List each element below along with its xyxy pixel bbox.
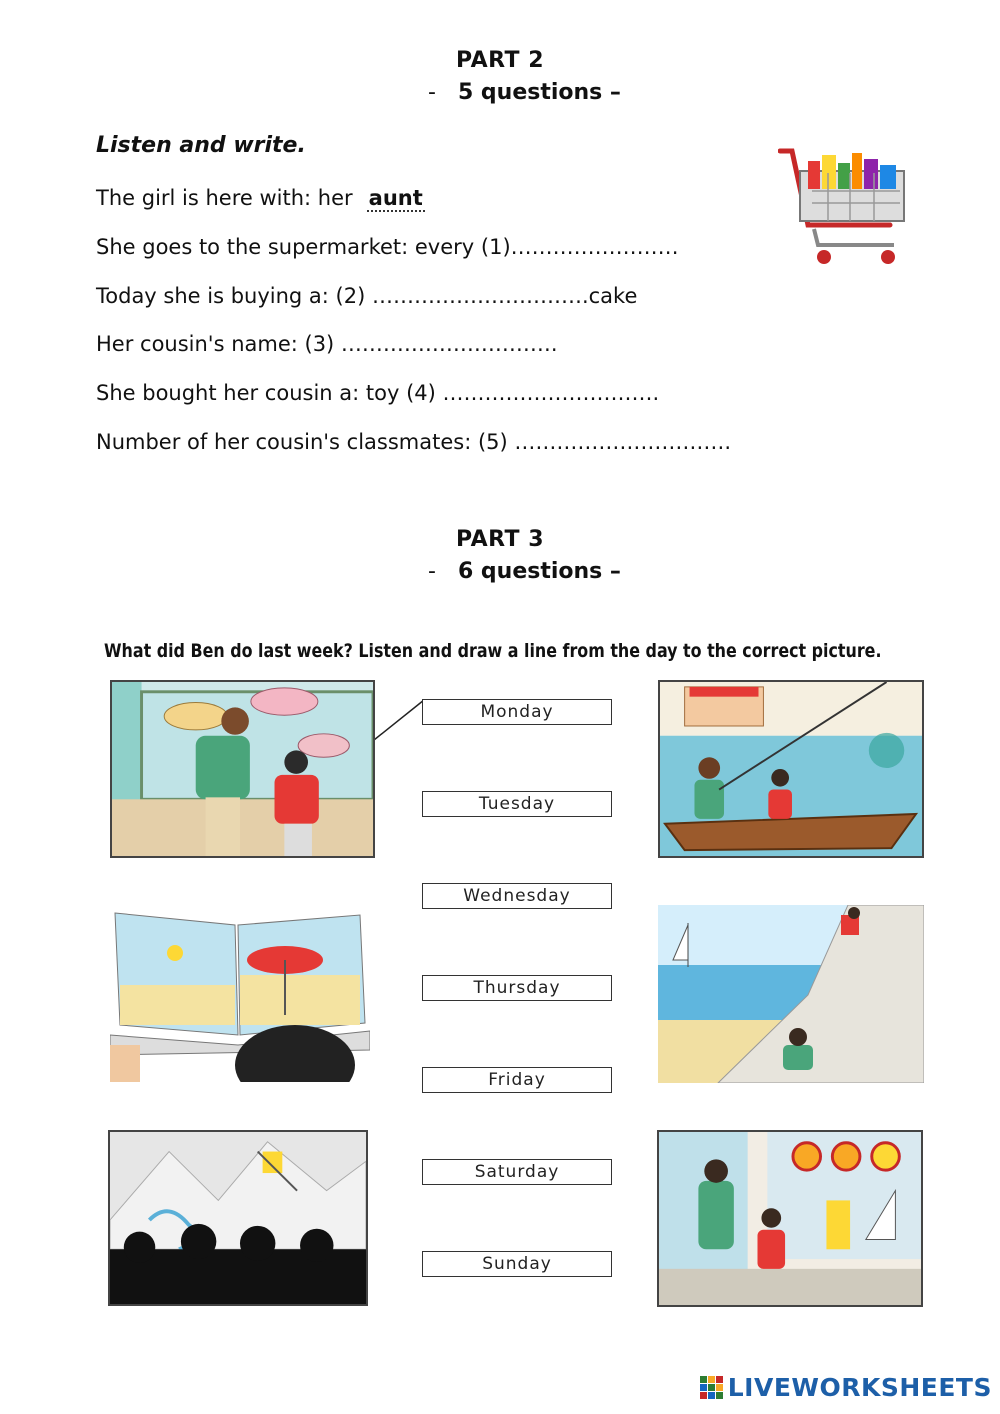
example-match-line [370, 695, 430, 745]
day-wednesday[interactable]: Wednesday [422, 883, 612, 909]
shopping-cart-image [778, 145, 913, 270]
part2-instruction: Listen and write. [96, 133, 306, 158]
day-saturday[interactable]: Saturday [422, 1159, 612, 1185]
picture-rock-climbing[interactable] [658, 905, 924, 1083]
part2-heading: PART 2 [455, 48, 545, 73]
part2-dash: - [428, 80, 436, 105]
question-example-prefix: The girl is here with: her [96, 186, 353, 210]
liveworksheets-logo [700, 1373, 992, 1402]
question-2[interactable]: Today she is buying a: (2) ………………………….cake [96, 284, 638, 308]
picture-aquarium[interactable] [110, 680, 375, 858]
part3-heading: PART 3 [455, 527, 545, 552]
picture-cinema[interactable] [108, 1130, 368, 1306]
day-thursday[interactable]: Thursday [422, 975, 612, 1001]
picture-holiday-book[interactable] [110, 905, 370, 1082]
part3-subheading [428, 559, 621, 584]
day-monday[interactable]: Monday [422, 699, 612, 725]
part2-subheading-text: 5 questions – [457, 80, 621, 105]
part3-dash: - [428, 559, 436, 584]
day-sunday[interactable]: Sunday [422, 1251, 612, 1277]
question-3[interactable]: Her cousin's name: (3) …………………………. [96, 332, 558, 356]
part3-instruction: What did Ben do last week? Listen and draw a line from the day to the correct picture. [104, 640, 882, 662]
picture-fishing-boat[interactable] [658, 680, 924, 858]
question-example [96, 186, 425, 210]
picture-toy-shop[interactable] [657, 1130, 923, 1307]
question-5[interactable]: Number of her cousin's classmates: (5) …………………………. [96, 430, 732, 454]
day-tuesday[interactable]: Tuesday [422, 791, 612, 817]
part3-subheading-text: 6 questions – [457, 559, 621, 584]
question-4[interactable]: She bought her cousin a: toy (4) …………………………. [96, 381, 660, 405]
part2-subheading [428, 80, 621, 105]
day-friday[interactable]: Friday [422, 1067, 612, 1093]
question-1[interactable]: She goes to the supermarket: every (1)…………………… [96, 235, 679, 259]
liveworksheets-logo-icon [700, 1376, 723, 1399]
liveworksheets-brand: LIVEWORKSHEETS [727, 1373, 992, 1402]
example-answer: aunt [368, 186, 423, 210]
